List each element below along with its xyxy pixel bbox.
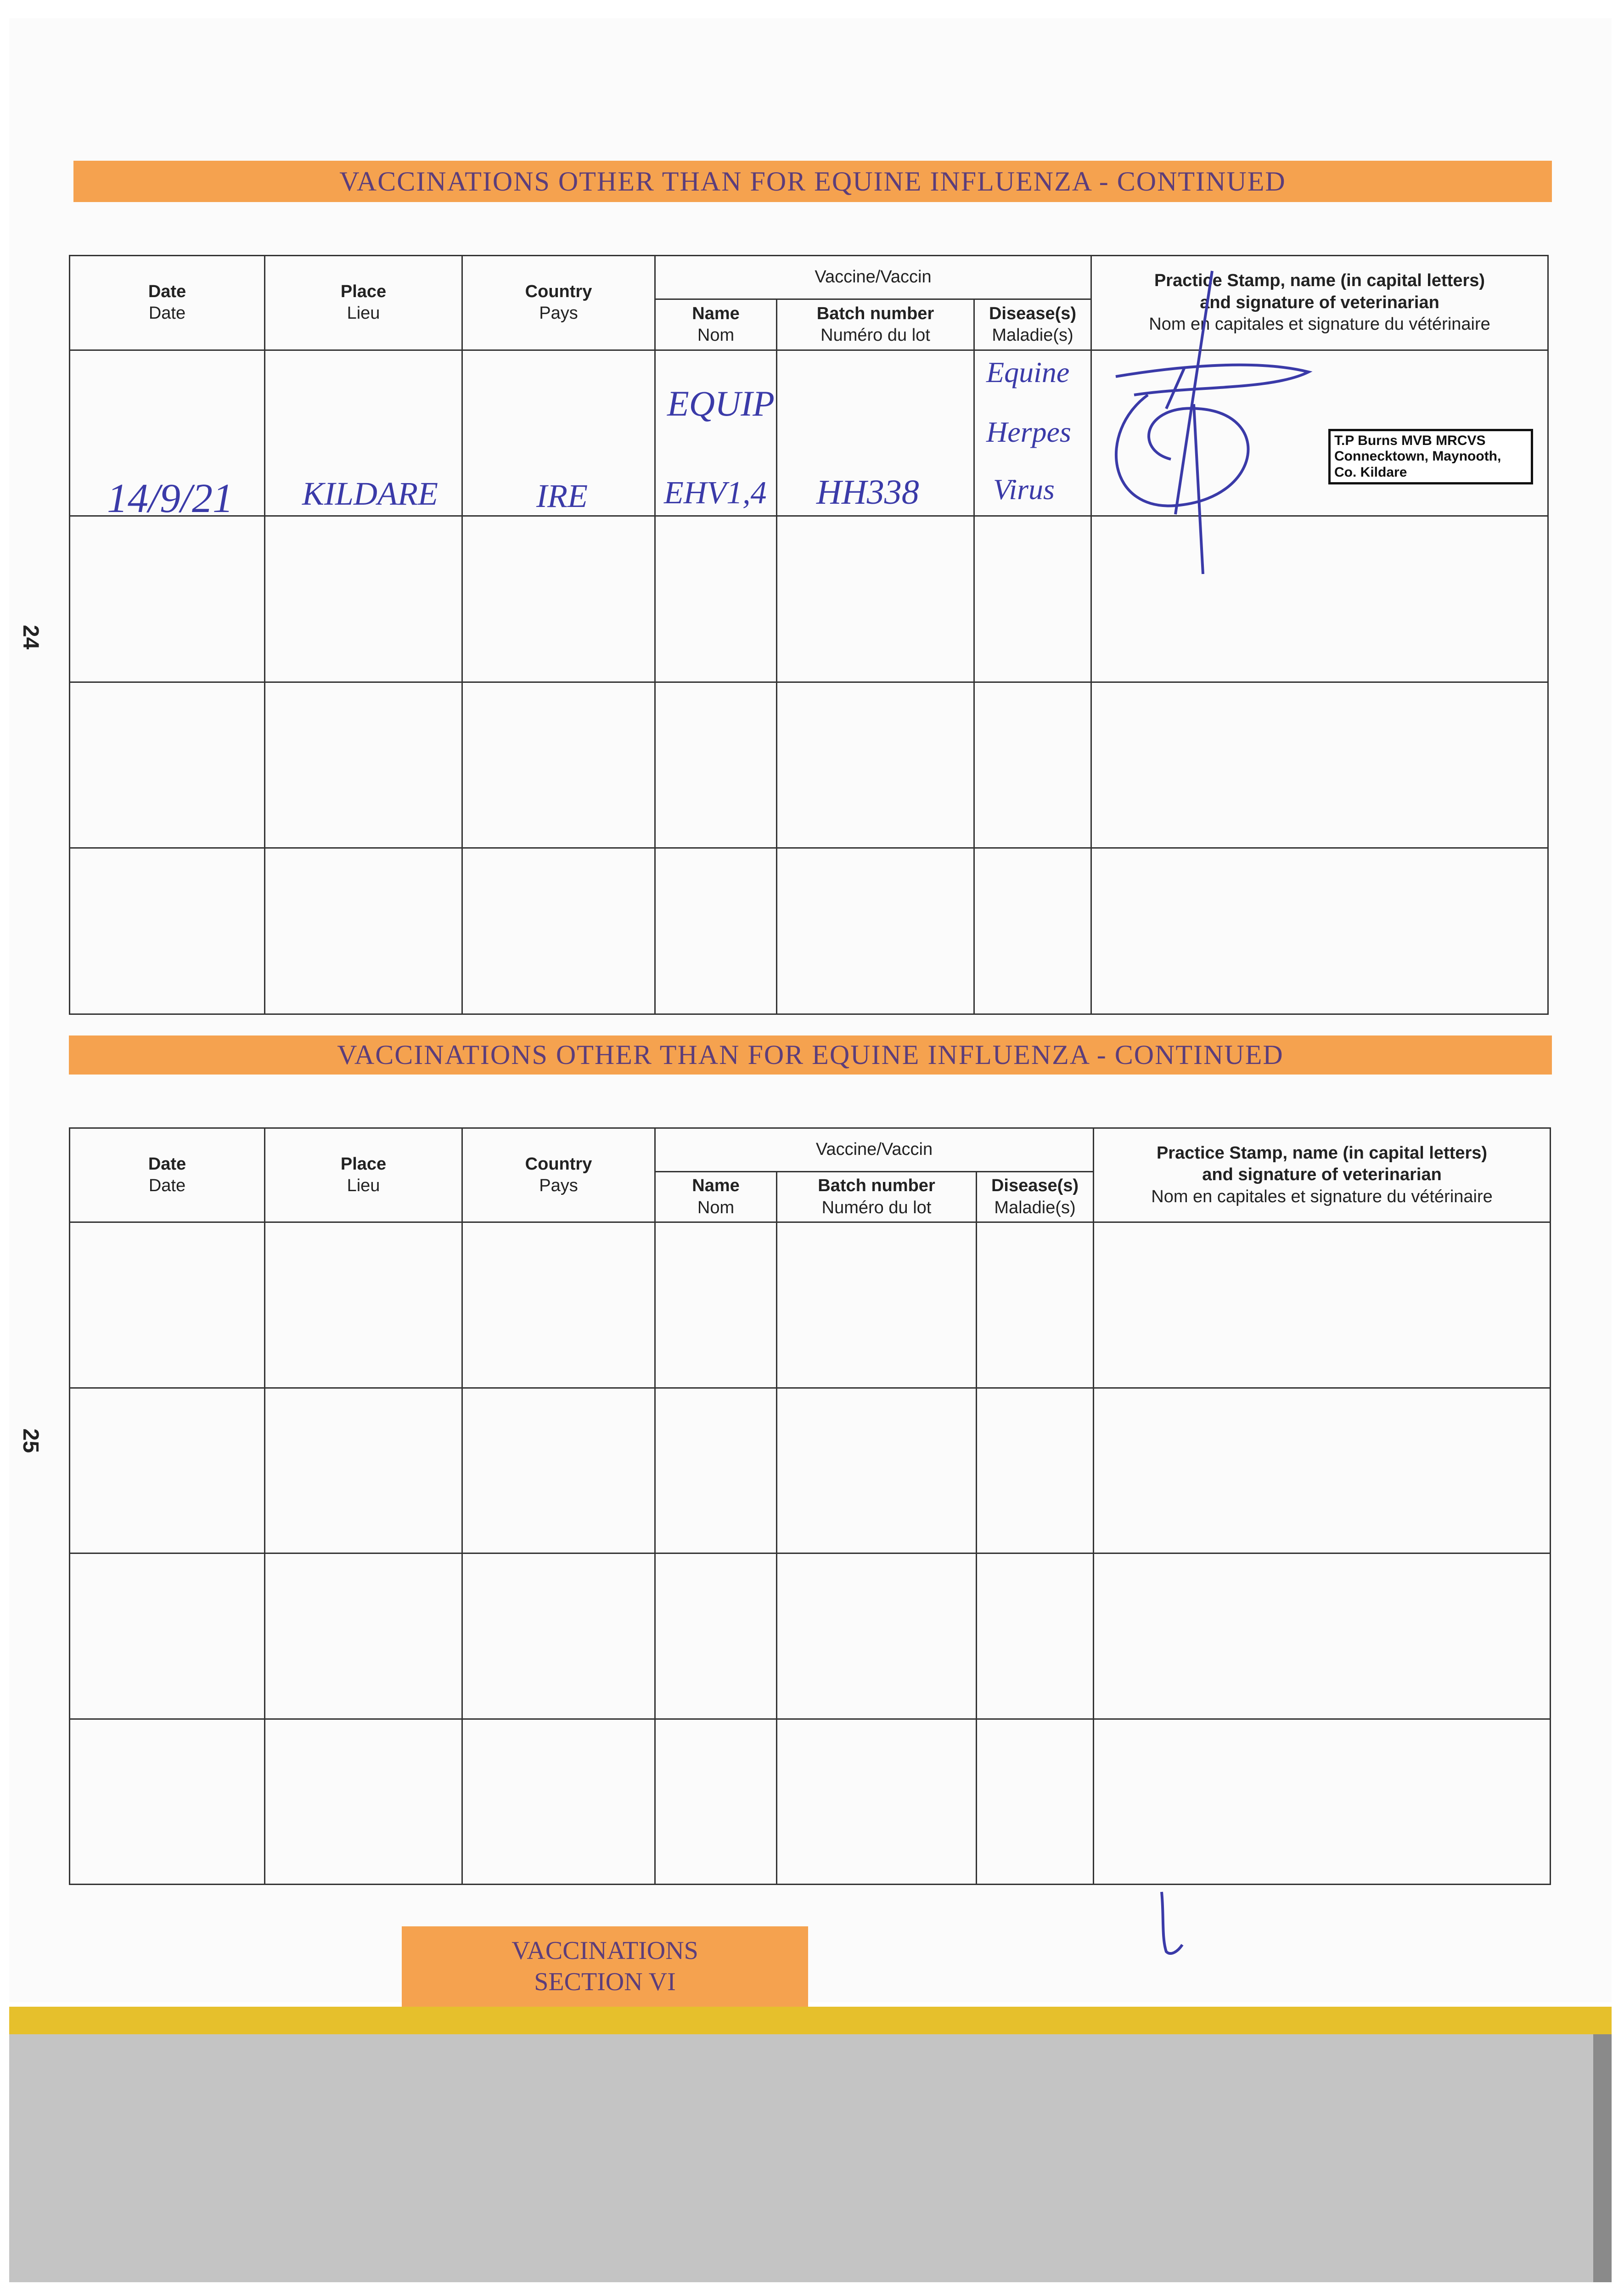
- section-tab-line1: VACCINATIONS: [511, 1936, 698, 1965]
- vet-stamp: T.P Burns MVB MRCVS Connecktown, Maynooth, Co. Kildare: [1328, 429, 1533, 485]
- scan-edge: [1593, 2034, 1612, 2282]
- cover-edge-strip: [9, 2007, 1612, 2034]
- entry-place-cell: [265, 350, 462, 516]
- entry-country: IRE: [536, 477, 588, 514]
- header-disease: Disease(s) Maladie(s): [974, 299, 1091, 350]
- entry-batch: HH338: [816, 473, 919, 512]
- header-name: Name Nom: [655, 1172, 777, 1222]
- entry-disease-cell: [974, 350, 1091, 516]
- table-row: [70, 350, 1548, 516]
- section-tab: [402, 1926, 808, 2007]
- header-practice: Practice Stamp, name (in capital letters) and signature of veterinarian Nom en capitales et signature du vétérinaire: [1094, 1128, 1551, 1222]
- section-tab-line2: SECTION VI: [534, 1967, 676, 1996]
- header-batch: Batch number Numéro du lot: [777, 1172, 977, 1222]
- header-country: Country Pays: [462, 1128, 655, 1222]
- table-row: [70, 516, 1548, 682]
- header-vaccine: Vaccine/Vaccin: [655, 256, 1091, 299]
- entry-country-cell: [462, 350, 655, 516]
- header-batch: Batch number Numéro du lot: [777, 299, 974, 350]
- table-row: [70, 682, 1548, 848]
- entry-name-line2: EHV1,4: [664, 475, 767, 511]
- entry-name-line1: EQUIP: [667, 383, 775, 423]
- table-row: [70, 1553, 1551, 1719]
- header-disease: Disease(s) Maladie(s): [977, 1172, 1094, 1222]
- entry-batch-cell: [777, 350, 974, 516]
- page-number-top: 24: [18, 625, 43, 650]
- entry-date-cell: [70, 350, 265, 521]
- vaccination-table-bottom: [69, 1127, 1551, 1885]
- header-name: Name Nom: [655, 299, 777, 350]
- table-row: [70, 848, 1548, 1014]
- entry-place: KILDARE: [302, 475, 438, 512]
- header-place: Place Lieu: [265, 256, 462, 350]
- header-date: Date Date: [70, 1128, 265, 1222]
- page-number-bottom: 25: [18, 1428, 43, 1453]
- header-country: Country Pays: [462, 256, 655, 350]
- entry-name-cell: [655, 350, 777, 516]
- entry-disease-line2: Herpes: [986, 415, 1071, 448]
- table-row: [70, 1719, 1551, 1884]
- vaccination-table-top: [69, 255, 1549, 1015]
- header-date: Date Date: [70, 256, 265, 350]
- vet-signature: [1079, 257, 1318, 579]
- pen-mark: [1152, 1887, 1189, 1961]
- entry-disease-line3: Virus: [993, 473, 1055, 506]
- header-place: Place Lieu: [265, 1128, 462, 1222]
- header-practice: Practice Stamp, name (in capital letters) and signature of veterinarian Nom en capitales et signature du vétérinaire: [1091, 256, 1548, 350]
- section-banner-top: VACCINATIONS OTHER THAN FOR EQUINE INFLUENZA - CONTINUED: [73, 161, 1552, 202]
- entry-disease-line1: Equine: [986, 355, 1070, 388]
- section-banner-bottom: VACCINATIONS OTHER THAN FOR EQUINE INFLUENZA - CONTINUED: [69, 1035, 1552, 1075]
- scan-background: [9, 2034, 1612, 2282]
- table-row: [70, 1388, 1551, 1553]
- header-vaccine: Vaccine/Vaccin: [655, 1128, 1094, 1172]
- table-row: [70, 1222, 1551, 1388]
- entry-date: 14/9/21: [107, 475, 234, 521]
